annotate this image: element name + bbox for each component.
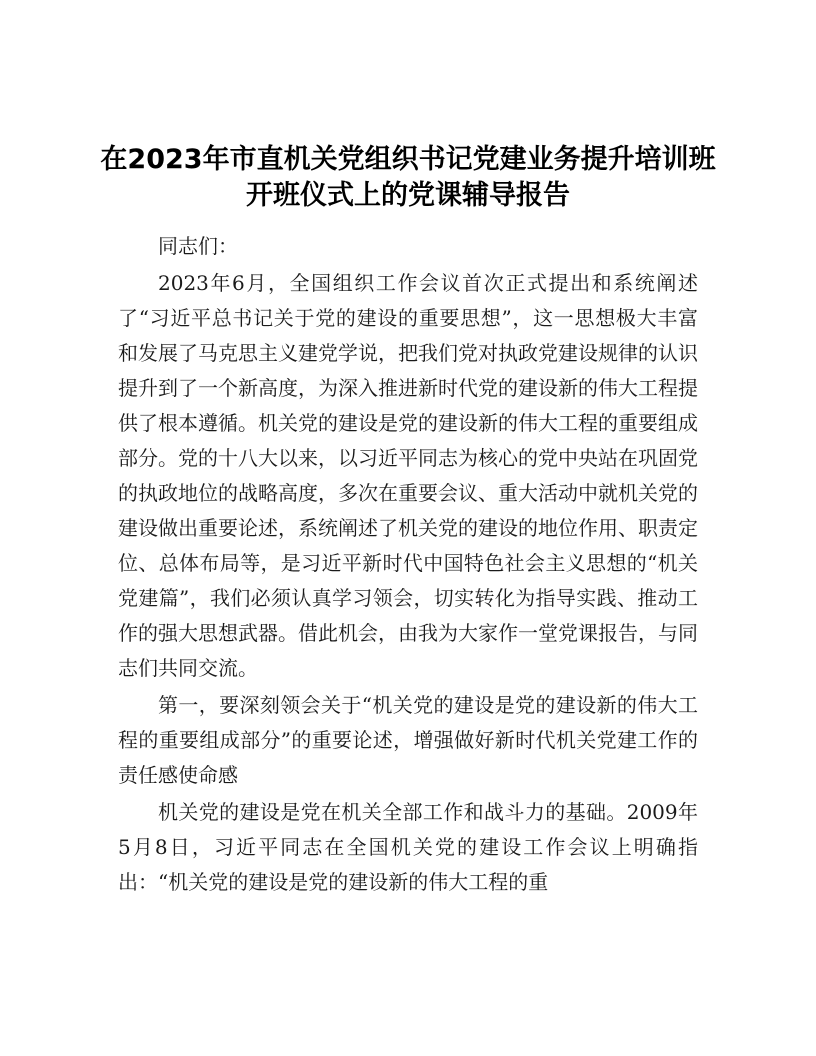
paragraph-section-one-heading: 第一，要深刻领会关于“机关党的建设是党的建设新的伟大工程的重要组成部分”的重要论述，增强做好新时代机关党建工作的责任感使命感 (118, 693, 698, 787)
document-title: 在2023年市直机关党组织书记党建业务提升培训班开班仪式上的党课辅导报告 (100, 144, 716, 211)
salutation: 同志们： (158, 234, 238, 258)
paragraph-section-one-body: 机关党的建设是党在机关全部工作和战斗力的基础。2009年5月8日，习近平同志在全国机关党的建设工作会议上明确指出：“机关党的建设是党的建设新的伟大工程的重 (118, 800, 698, 894)
paragraph-intro: 2023年6月，全国组织工作会议首次正式提出和系统阐述了“习近平总书记关于党的建设的重要思想”，这一思想极大丰富和发展了马克思主义建党学说，把我们党对执政党建设规律的认识提升到了一个新高度，为深入推进新时代党的建设新的伟大工程提供了根本遵循。机关党的建设是党的建设新的伟大工程的重要组成部分。党的十八大以来，以习近平同志为核心的党中央站在巩固党的执政地位的战略高度，多次在重要会议、重大活动中就机关党的建设做出重要论述，系统阐述了机关党的建设的地位作用、职责定位、总体布局等，是习近平新时代中国特色社会主义思想的“机关党建篇”，我们必须认真学习领会，切实转化为指导实践、推动工作的强大思想武器。借此机会，由我为大家作一堂党课报告，与同志们共同交流。 (118, 271, 698, 680)
document-body (118, 229, 698, 902)
